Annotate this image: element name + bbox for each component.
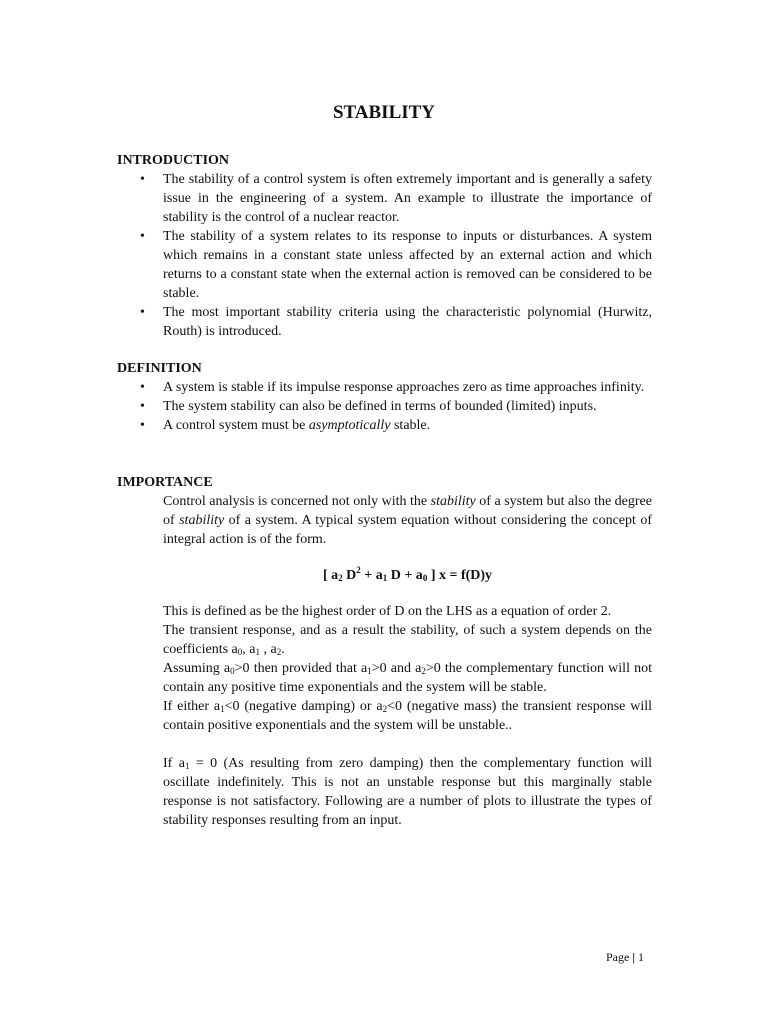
bullet-icon: • xyxy=(140,399,145,414)
page-footer xyxy=(606,950,644,965)
bullet-icon: • xyxy=(140,418,145,433)
list-item: • The stability of a system relates to its response to inputs or disturbances. A system which remains in a constant state unless affected by an external action and which returns to a constant state when the external action is removed can be considered to be stable. xyxy=(140,229,652,301)
definition-heading: DEFINITION xyxy=(117,361,202,376)
footer-separator: | xyxy=(629,950,638,964)
page-title: STABILITY xyxy=(332,102,436,123)
list-item: • The stability of a control system is often extremely important and is generally a safety issue in the engineering of a system. An example to illustrate the importance of stability is the control of a nuclear reactor. xyxy=(140,172,652,225)
bullet-icon: • xyxy=(140,229,145,244)
bullet-icon: • xyxy=(140,172,145,187)
definition-list xyxy=(117,378,652,435)
system-equation: [ $a_2$ $D^2 + a_1$ $D + a_0$ ] x = f(D)y xyxy=(322,565,493,583)
page-number: 1 xyxy=(637,950,644,964)
list-item: • A control system must be asymptotically stable. xyxy=(140,418,431,433)
importance-paragraph-3: The transient response, and as a result the stability, of such a system depends on the coefficients $a_0$, $a_1$ , $a_2$. xyxy=(163,623,652,657)
introduction-heading: INTRODUCTION xyxy=(117,153,230,168)
introduction-section xyxy=(117,151,652,341)
page-label: Page xyxy=(606,950,630,964)
list-item: • The system stability can also be defined in terms of bounded (limited) inputs. xyxy=(140,399,597,414)
importance-heading: IMPORTANCE xyxy=(117,475,213,490)
importance-paragraph-4: Assuming $a_0>0$ then provided that $a_1>0$ and $a_2>0$ the complementary function will not contain any positive time exponentials and the system will be stable. xyxy=(163,661,653,695)
bullet-icon: • xyxy=(140,380,145,395)
importance-paragraph-5: If either $a_1<0$ (negative damping) or $a_2<0$ (negative mass) the transient response will contain positive exponentials and the system will be unstable.. xyxy=(163,699,652,733)
importance-paragraph-6: If $a_1 = 0$ (As resulting from zero damping) then the complementary function will oscillate indefinitely. This is not an unstable response but this marginally stable response is not satisfactory. Following are a number of plots to illustrate the types of stability responses resulting from an input. xyxy=(163,756,652,828)
list-item: • A system is stable if its impulse response approaches zero as time approaches infinity. xyxy=(140,380,645,395)
importance-paragraph-1: Control analysis is concerned not only with the stability of a system but also the degree of stability of a system. A typical system equation without considering the concept of integral action is of the form. xyxy=(163,494,652,547)
bullet-icon: • xyxy=(140,305,145,320)
definition-section xyxy=(117,359,652,435)
importance-section xyxy=(117,473,652,830)
introduction-list xyxy=(117,170,652,341)
list-item: • The most important stability criteria using the characteristic polynomial (Hurwitz, Routh) is introduced. xyxy=(140,305,652,339)
importance-paragraph-2: This is defined as be the highest order of D on the LHS as a equation of order 2. xyxy=(163,604,612,619)
